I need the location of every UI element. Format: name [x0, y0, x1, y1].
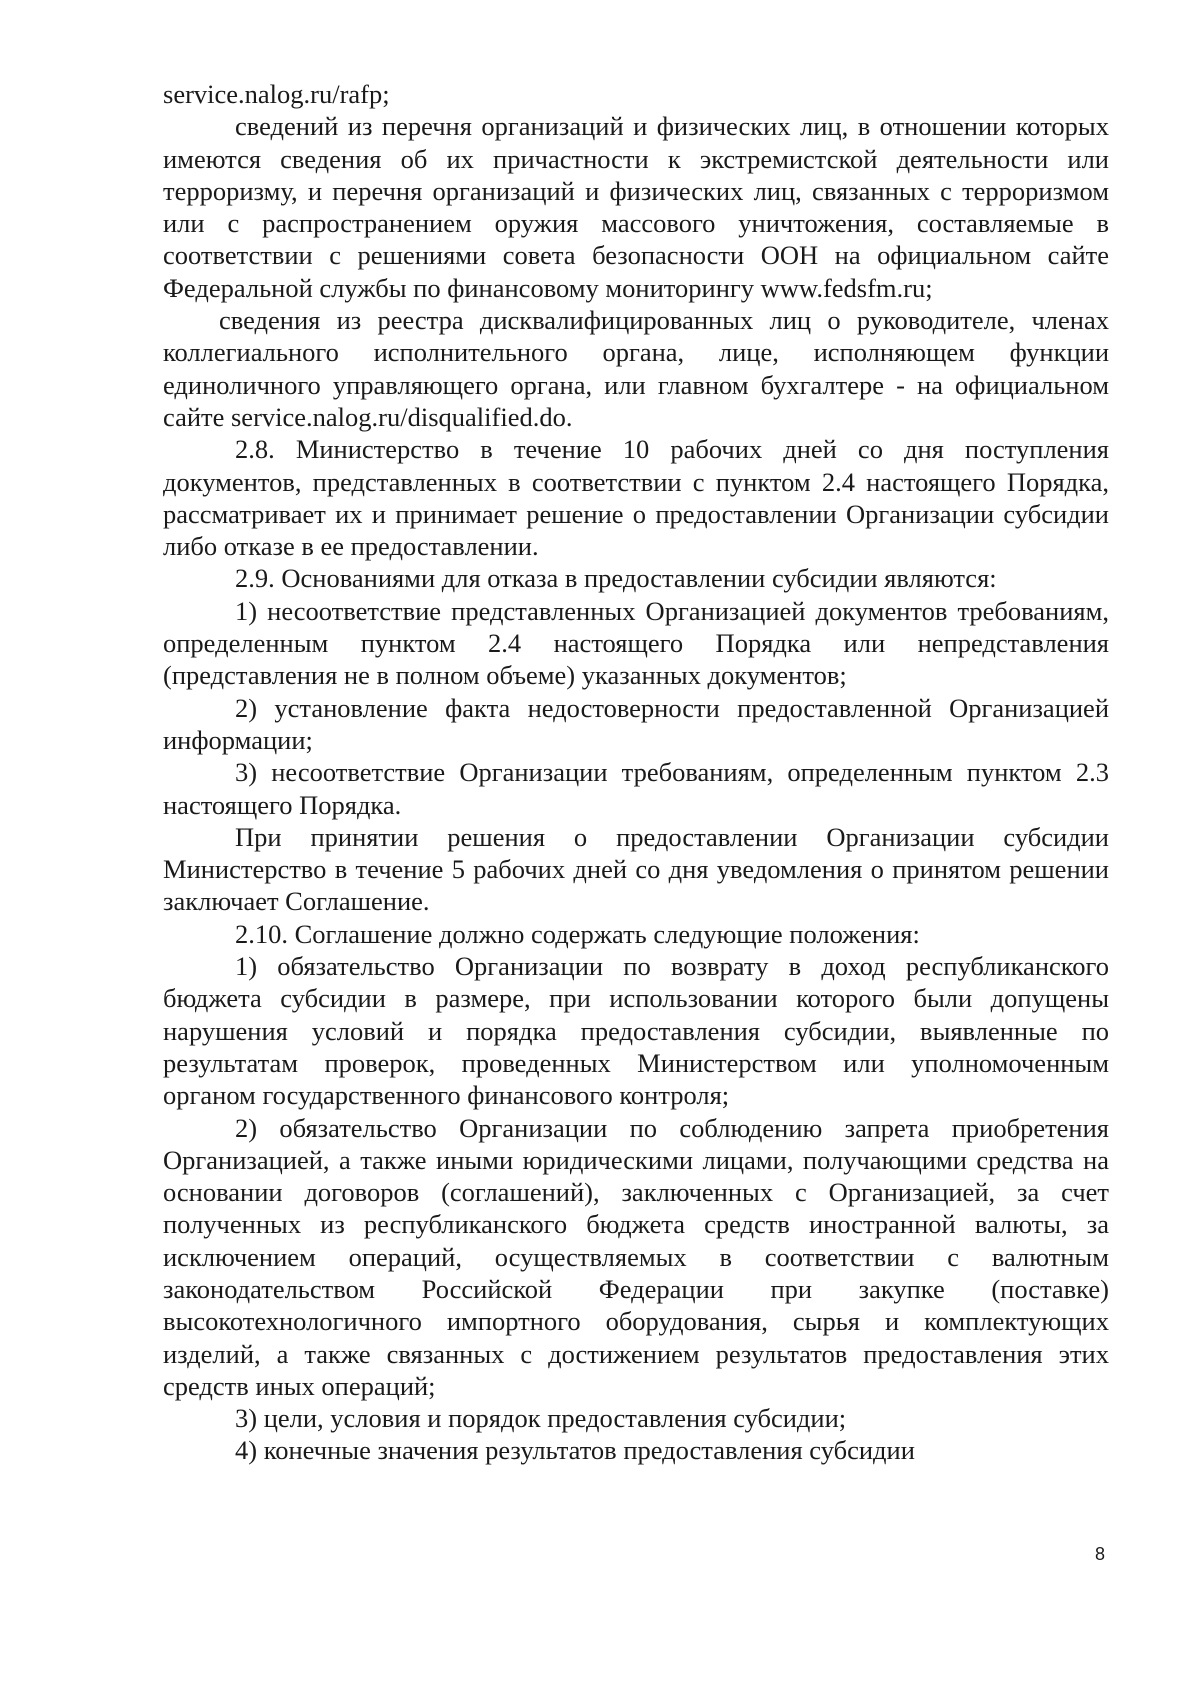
page-number: 8 — [1095, 1544, 1106, 1564]
paragraph-2-9-item-1: 1) несоответствие представленных Организацией документов требованиям, определенным пунктом 2.4 настоящего Порядка или непредставления (представления не в полном объеме) указанных документов; — [163, 595, 1109, 691]
paragraph-2-10-item-2: 2) обязательство Организации по соблюдению запрета приобретения Организацией, а также иными юридическими лицами, получающими средства на основании договоров (соглашений), заключенных с Организацией, за счет полученных из республиканского бюджета средств иностранной валюты, за исключением операций, осуществляемых в соответствии с валютным законодательством Российской Федерации при закупке (поставке) высокотехнологичного импортного оборудования, сырья и комплектующих изделий, а также связанных с достижением результатов предоставления этих средств иных операций; — [163, 1112, 1109, 1401]
document-body — [163, 78, 1109, 1467]
paragraph-2-9-item-3: 3) несоответствие Организации требованиям, определенным пунктом 2.3 настоящего Порядка. — [163, 757, 1109, 820]
paragraph-2-9-item-2: 2) установление факта недостоверности предоставленной Организацией информации; — [163, 692, 1109, 755]
paragraph-2-10-item-1: 1) обязательство Организации по возврату в доход республиканского бюджета субсидии в размере, при использовании которого были допущены нарушения условий и порядка предоставления субсидии, выявленные по результатам проверок, проведенных Министерством или уполномоченным органом государственного финансового контроля; — [163, 951, 1109, 1111]
paragraph-2-10-item-4: 4) конечные значения результатов предоставления субсидии — [235, 1435, 915, 1466]
paragraph-2-8: 2.8. Министерство в течение 10 рабочих дней со дня поступления документов, представленных в соответствии с пунктом 2.4 настоящего Порядка, рассматривает их и принимает решение о предоставлении Организации субсидии либо отказе в ее предоставлении. — [163, 434, 1109, 562]
paragraph-rafp-link: service.nalog.ru/rafp; — [163, 79, 390, 109]
paragraph-2-10-item-3: 3) цели, условия и порядок предоставления субсидии; — [235, 1403, 847, 1434]
paragraph-disqualified-registry: сведения из реестра дисквалифицированных лиц о руководителе, членах коллегиального исполнительного органа, лице, исполняющем функции единоличного управляющего органа, или главном бухгалтере - на официальном сайте service.nalog.ru/disqualified.do. — [163, 305, 1109, 432]
paragraph-2-9: 2.9. Основаниями для отказа в предоставлении субсидии являются: — [235, 563, 997, 594]
paragraph-extremism-list: сведений из перечня организаций и физических лиц, в отношении которых имеются сведения об их причастности к экстремистской деятельности или терроризму, и перечня организаций и физических лиц, связанных с терроризмом или с распространением оружия массового уничтожения, составляемые в соответствии с решениями совета безопасности ООН на официальном сайте Федеральной службы по финансовому мониторингу www.fedsfm.ru; — [163, 111, 1109, 303]
paragraph-2-10: 2.10. Соглашение должно содержать следующие положения: — [235, 918, 920, 949]
paragraph-agreement-decision: При принятии решения о предоставлении Организации субсидии Министерство в течение 5 рабочих дней со дня уведомления о принятом решении заключает Соглашение. — [163, 821, 1109, 917]
